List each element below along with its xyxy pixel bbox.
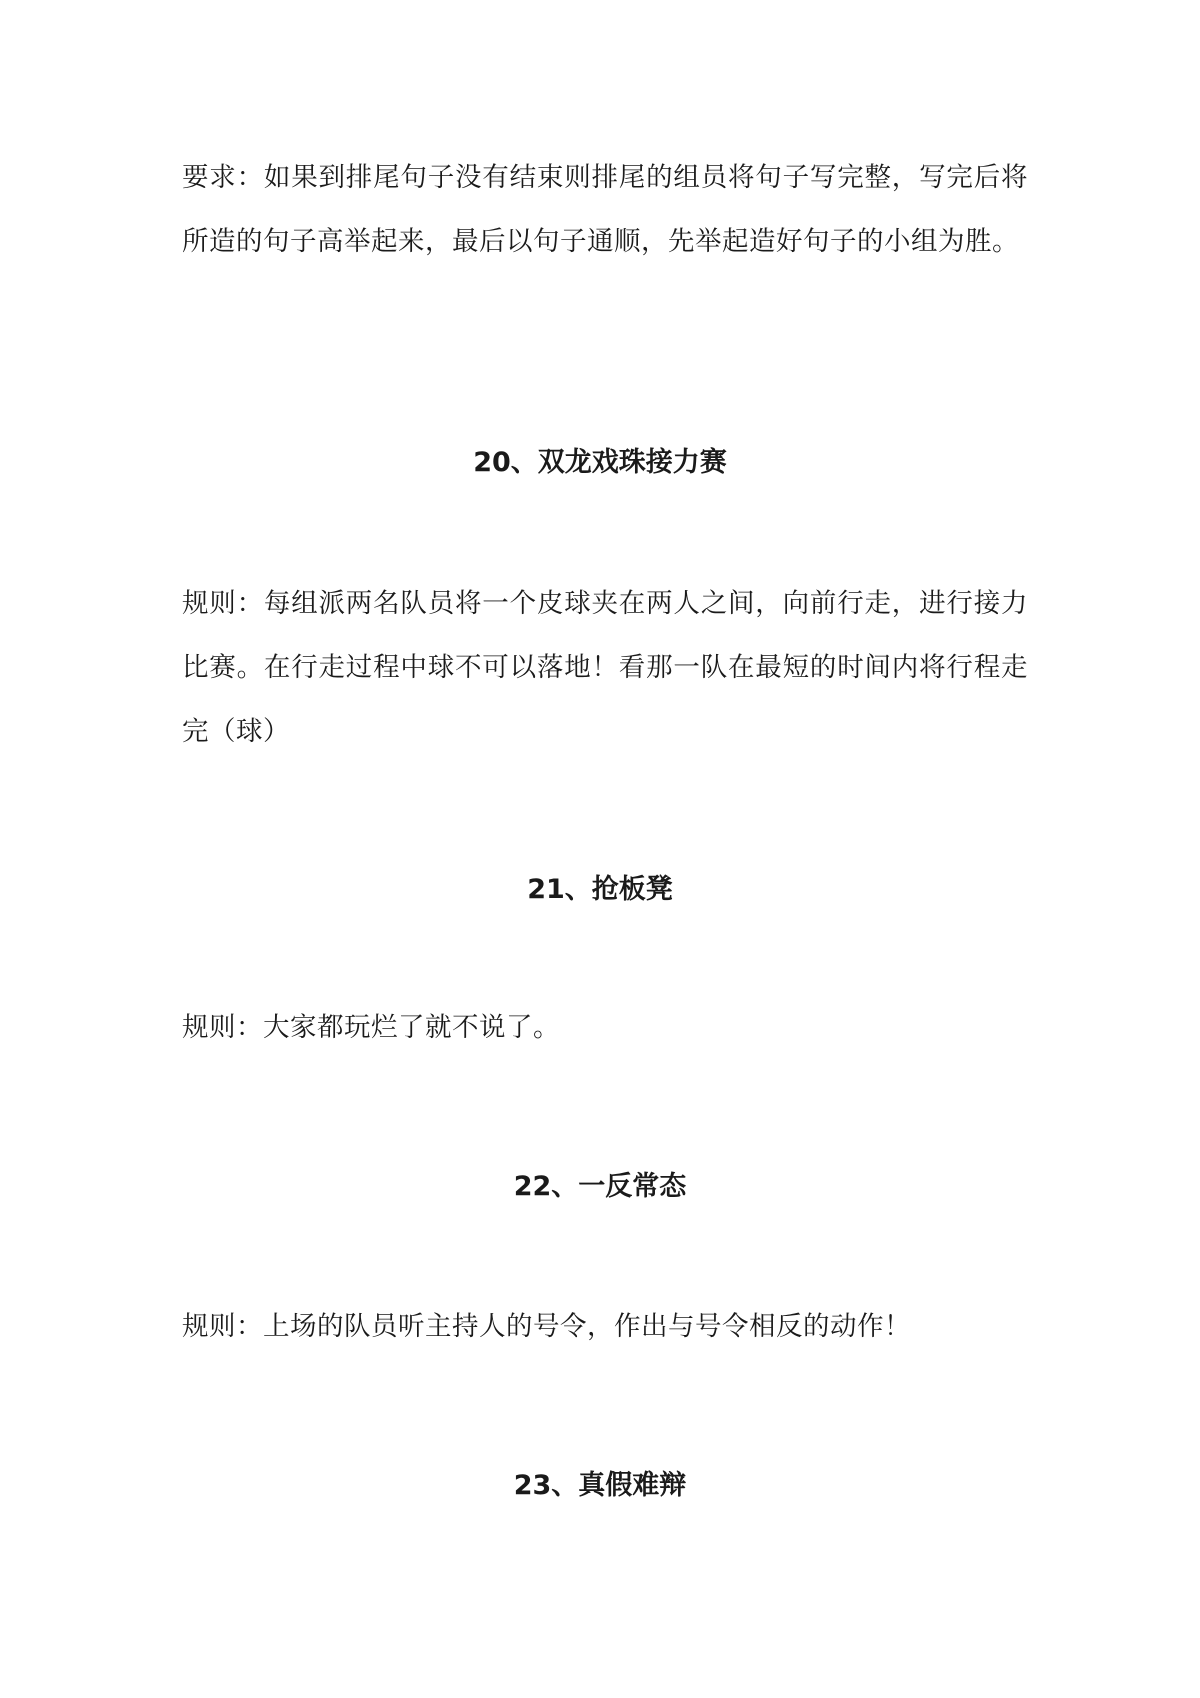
section-heading-21: 21、抢板凳: [527, 874, 673, 905]
rule-paragraph-21: 规则：大家都玩烂了就不说了。: [182, 1012, 560, 1043]
rule-paragraph-20: 规则：每组派两名队员将一个皮球夹在两人之间，向前行走，进行接力比赛。在行走过程中球不可以落地！看那一队在最短的时间内将行程走完（球）: [182, 588, 1028, 747]
section-heading-22: 22、一反常态: [513, 1171, 687, 1202]
rule-paragraph-22: 规则：上场的队员听主持人的号令，作出与号令相反的动作！: [182, 1311, 911, 1342]
requirement-paragraph: 要求：如果到排尾句子没有结束则排尾的组员将句子写完整，写完后将所造的句子高举起来，最后以句子通顺，先举起造好句子的小组为胜。: [182, 162, 1028, 257]
section-heading-23: 23、真假难辩: [513, 1470, 687, 1501]
section-heading-20: 20、双龙戏珠接力赛: [473, 447, 727, 478]
